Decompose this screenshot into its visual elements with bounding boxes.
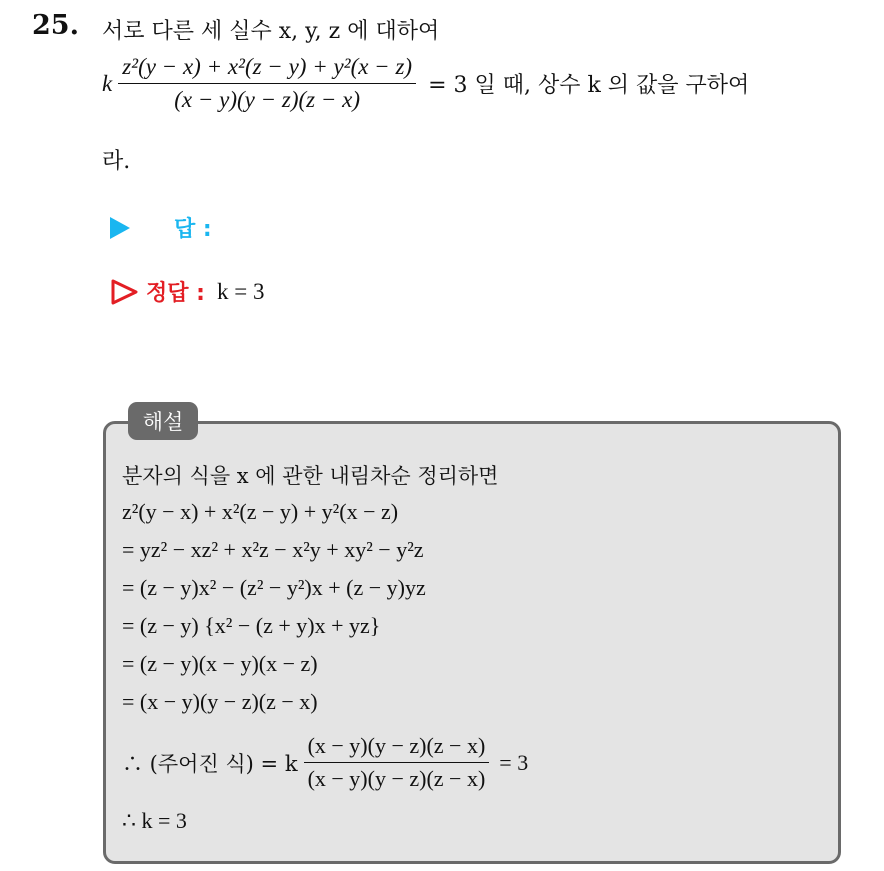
correct-answer-row xyxy=(110,276,264,307)
solution-conclusion xyxy=(122,733,528,792)
problem-line-3: 라. xyxy=(102,149,131,174)
solution-final: ∴ k = 3 xyxy=(122,808,187,833)
fraction-numerator: z²(y − x) + x²(z − y) + y²(x − z) xyxy=(118,54,416,84)
solution-tag: 해설 xyxy=(128,402,198,440)
conclusion-fraction xyxy=(304,733,490,792)
solution-intro: 분자의 식을 x 에 관한 내림차순 정리하면 xyxy=(122,464,499,488)
answer-label: 답 : xyxy=(174,217,212,242)
fraction-denominator: (x − y)(y − z)(z − x) xyxy=(174,87,361,112)
solution-step: = (x − y)(y − z)(z − x) xyxy=(122,689,318,714)
conclusion-suffix: = 3 xyxy=(499,749,529,775)
problem-fraction xyxy=(118,54,416,113)
conclusion-prefix: ∴ (주어진 식) = k xyxy=(122,751,298,776)
problem-number: 25. xyxy=(32,10,79,41)
answer-row xyxy=(110,212,212,243)
solution-step: = yz² − xz² + x²z − x²y + xy² − y²z xyxy=(122,537,424,562)
outline-triangle-icon xyxy=(110,278,140,306)
solution-step: = (z − y)(x − y)(x − z) xyxy=(122,651,318,676)
problem-line-2 xyxy=(102,54,749,113)
correct-answer-value: k = 3 xyxy=(216,278,265,304)
solution-step: = (z − y)x² − (z² − y²)x + (z − y)yz xyxy=(122,575,426,600)
solution-step: = (z − y) {x² − (z + y)x + yz} xyxy=(122,613,381,638)
k-symbol: k xyxy=(102,70,113,96)
correct-answer-label: 정답 : xyxy=(146,281,205,306)
solution-step: z²(y − x) + x²(z − y) + y²(x − z) xyxy=(122,499,399,524)
conclusion-numerator: (x − y)(y − z)(z − x) xyxy=(304,733,490,763)
play-triangle-icon xyxy=(110,217,130,239)
conclusion-denominator: (x − y)(y − z)(z − x) xyxy=(307,766,486,791)
problem-line-1: 서로 다른 세 실수 x, y, z 에 대하여 xyxy=(102,19,440,44)
problem-line-2-tail: = 3 일 때, 상수 k 의 값을 구하여 xyxy=(428,73,750,98)
